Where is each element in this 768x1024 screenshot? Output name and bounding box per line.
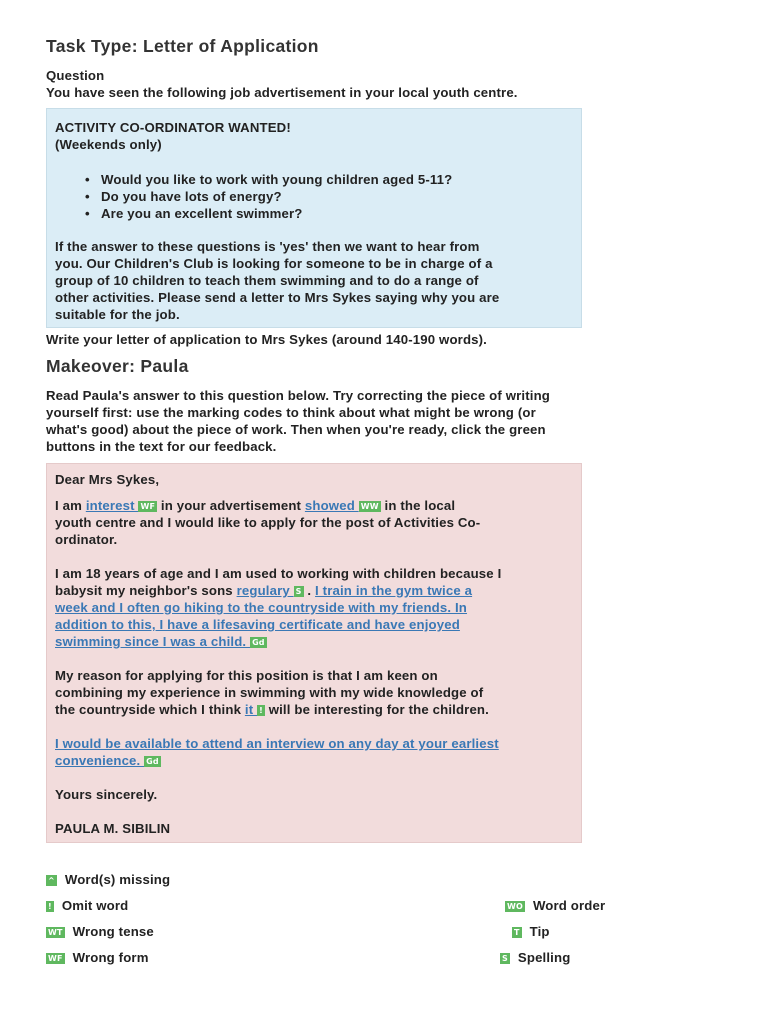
- feedback-link-gym-line2[interactable]: week and I often go hiking to the countryside with my friends. In: [55, 600, 468, 615]
- legend-item-words-missing: ^ Word(s) missing: [48, 872, 171, 887]
- feedback-link-interview-line2[interactable]: convenience. Gd: [55, 753, 159, 768]
- words-missing-tag: ^: [48, 876, 55, 885]
- letter-paragraph-4: [55, 735, 579, 769]
- question-text: You have seen the following job advertisement in your local youth centre.: [46, 85, 518, 100]
- word-order-tag: WO: [507, 902, 523, 911]
- legend-item-wrong-form: WF Wrong form: [48, 950, 149, 965]
- question-label: Question: [46, 68, 105, 83]
- feedback-link-it[interactable]: it !: [244, 702, 263, 717]
- feedback-link-showed[interactable]: showed WW: [304, 498, 379, 513]
- advert-subheading: (Weekends only): [55, 137, 162, 152]
- letter-paragraph-2: I am 18 years of age and I am used to working with children because I babysit my neighbor's sons regulary S . I train in the gym twice a week and I often go hiking to the countryside with my friends. In addition to this, I have a lifesaving certificate and have enjoyed swimming since I was a child. Gd: [55, 566, 502, 649]
- tip-tag: T: [514, 928, 520, 937]
- bullet-icon: •: [85, 206, 90, 221]
- wrong-word-tag[interactable]: WW: [360, 502, 379, 511]
- bullet-icon: •: [85, 172, 90, 187]
- good-tag[interactable]: Gd: [252, 638, 265, 647]
- advert-bullet: • Do you have lots of energy?: [85, 189, 282, 204]
- feedback-link-regulary[interactable]: regulary S: [236, 583, 302, 598]
- letter-closing: Yours sincerely.: [55, 787, 158, 802]
- wrong-form-tag[interactable]: WF: [140, 502, 156, 511]
- letter-paragraph-1: I am interest WF in your advertisement showed WW in the local youth centre and I would like to apply for the post of Activities Co- ordinator.: [55, 498, 481, 547]
- writing-instruction: Write your letter of application to Mrs Sykes (around 140-190 words).: [46, 332, 487, 347]
- feedback-link-gym-line4[interactable]: swimming since I was a child. Gd: [55, 634, 265, 649]
- legend-item-word-order: WO Word order: [507, 898, 606, 913]
- legend-item-omit-word: ! Omit word: [48, 898, 129, 913]
- letter-greeting: Dear Mrs Sykes,: [55, 472, 160, 487]
- bullet-icon: •: [85, 189, 90, 204]
- makeover-intro: Read Paula's answer to this question below. Try correcting the piece of writing yourself first: use the marking codes to think about what might be wrong (or what's good) about the piece of work. Then when you're ready, click the green buttons in the text for our feedback.: [46, 388, 550, 454]
- job-advertisement: [46, 108, 582, 328]
- page-title: Task Type: Letter of Application: [46, 36, 319, 56]
- wrong-form-tag: WF: [48, 954, 63, 963]
- legend-item-wrong-tense: WT Wrong tense: [48, 924, 154, 939]
- omit-word-tag[interactable]: !: [259, 706, 263, 715]
- omit-word-tag: !: [48, 902, 52, 911]
- good-tag[interactable]: Gd: [146, 757, 159, 766]
- advert-heading: ACTIVITY CO-ORDINATOR WANTED!: [55, 120, 291, 135]
- letter-signature: PAULA M. SIBILIN: [55, 821, 171, 836]
- advert-bullet: • Would you like to work with young children aged 5-11?: [85, 172, 453, 187]
- makeover-title: Makeover: Paula: [46, 356, 189, 376]
- legend-item-spelling: S Spelling: [502, 950, 571, 965]
- letter-paragraph-3: My reason for applying for this position is that I am keen on combining my experience in swimming with my wide knowledge of the countryside which I think it ! will be interesting for the children.: [55, 668, 489, 717]
- feedback-link-gym[interactable]: I train in the gym twice a: [315, 583, 473, 598]
- wrong-tense-tag: WT: [48, 928, 63, 937]
- legend-item-tip: T Tip: [514, 924, 550, 939]
- feedback-link-interest[interactable]: interest WF: [85, 498, 156, 513]
- feedback-link-interview[interactable]: I would be available to attend an interview on any day at your earliest: [55, 736, 499, 751]
- advert-bullet-list: [55, 171, 575, 222]
- student-letter: [46, 463, 582, 843]
- advert-bullet: • Are you an excellent swimmer?: [85, 206, 303, 221]
- spelling-tag[interactable]: S: [295, 587, 302, 596]
- feedback-link-gym-line3[interactable]: addition to this, I have a lifesaving certificate and have enjoyed: [55, 617, 460, 632]
- spelling-tag: S: [502, 954, 508, 963]
- advert-body: If the answer to these questions is 'yes' then we want to hear from you. Our Children's Club is looking for someone to be in charge of a group of 10 children to teach them swimming and to do a range of other activities. Please send a letter to Mrs Sykes saying why you are suitable for the job.: [55, 239, 500, 322]
